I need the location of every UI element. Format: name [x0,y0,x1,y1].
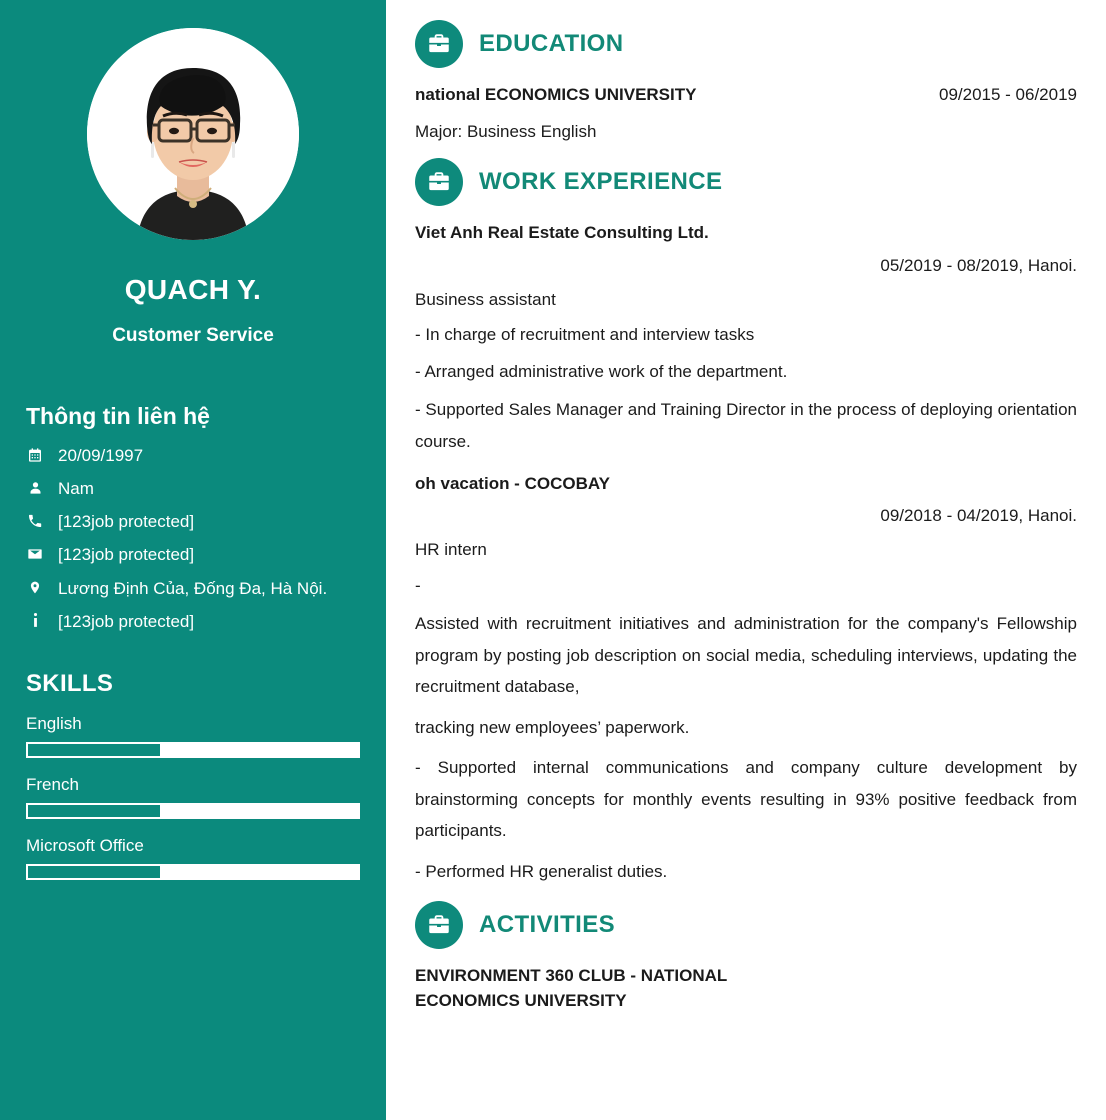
location-pin-icon [26,578,44,598]
skill-progress-fill [28,866,160,878]
work-entry-1 [415,220,1077,457]
skill-item [26,775,360,819]
contact-item-address [26,577,360,601]
education-entry [415,82,1077,144]
work-company: Viet Anh Real Estate Consulting Ltd. [415,223,709,242]
activity-org-line-2: ECONOMICS UNIVERSITY [415,991,627,1011]
work-position: HR intern [415,540,487,560]
contact-value: [123job protected] [58,512,195,532]
work-bullet: - In charge of recruitment and interview tasks [415,325,755,344]
section-title: EDUCATION [479,30,624,57]
skills-heading: SKILLS [26,669,114,697]
envelope-icon [26,544,44,564]
contact-value: Lương Định Của, Đống Đa, Hà Nội. [58,578,328,598]
work-bullet: - Supported Sales Manager and Training Director in the process of deploying orientation course. [415,400,1077,451]
skill-item [26,714,360,758]
skill-progress-bar [26,803,360,819]
calendar-icon [26,445,44,465]
education-major: Major: Business English [415,121,597,141]
section-header-activities [415,901,1077,949]
skill-item [26,836,360,880]
section-header-education [415,20,1077,68]
contact-item-gender [26,477,360,501]
briefcase-icon [415,20,463,68]
work-entry-2 [415,471,1077,887]
person-icon [26,478,44,498]
contact-item-other [26,610,360,634]
skill-progress-fill [28,805,160,817]
education-dates: 09/2015 - 06/2019 [938,85,1077,104]
contact-value: 20/09/1997 [58,446,144,465]
skill-label: English [26,713,82,733]
contact-value: [123job protected] [58,611,195,631]
contact-value: Nam [58,479,94,499]
work-dates: 09/2018 - 04/2019, Hanoi. [880,506,1077,526]
activities-entry [415,963,1077,1014]
skill-progress-fill [28,744,160,756]
skill-label: French [26,774,79,794]
contact-item-birthdate [26,444,360,468]
activity-org-line-1: ENVIRONMENT 360 CLUB - NATIONAL [415,965,728,985]
contact-list [26,444,360,634]
phone-icon [26,511,44,531]
section-header-work [415,158,1077,206]
person-role: Customer Service [112,325,274,346]
briefcase-icon [415,901,463,949]
contact-value: [123job protected] [58,545,195,565]
work-paragraph: tracking new employees’ paperwork. [415,717,690,737]
sidebar [0,0,386,1120]
skill-progress-bar [26,742,360,758]
info-icon [26,611,44,631]
briefcase-icon [415,158,463,206]
person-name: QUACH Y. [124,274,262,305]
contact-heading: Thông tin liên hệ [26,403,210,429]
main-content [386,0,1106,1120]
work-dates: 05/2019 - 08/2019, Hanoi. [880,255,1077,275]
work-bullet: - Arranged administrative work of the department. [415,361,788,381]
work-dash: - [415,575,421,595]
contact-item-email[interactable] [26,543,360,567]
work-paragraph: Assisted with recruitment initiatives and administration for the company's Fellowship program by posting job description on social media, scheduling interviews, updating the recruitment database, [415,614,1077,697]
work-paragraph: - Supported internal communications and company culture development by brainstorming concepts for monthly events resulting in 93% positive feedback from participants. [415,758,1077,841]
skill-label: Microsoft Office [26,835,144,855]
avatar-wrap [26,28,360,240]
work-position: Business assistant [415,289,556,309]
work-paragraph: - Performed HR generalist duties. [415,861,668,881]
section-title: ACTIVITIES [479,910,616,938]
education-school: national ECONOMICS UNIVERSITY [415,85,697,104]
work-company: oh vacation - COCOBAY [415,473,610,493]
avatar [87,28,299,240]
skill-progress-bar [26,864,360,880]
section-title: WORK EXPERIENCE [479,168,723,195]
contact-item-phone[interactable] [26,510,360,534]
